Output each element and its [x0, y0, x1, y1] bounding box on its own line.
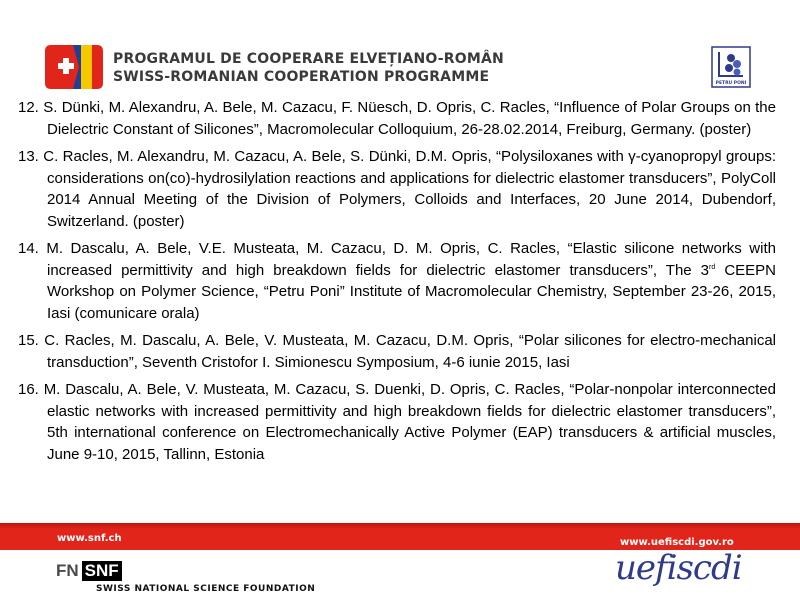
reference-14-part1: 14. M. Dascalu, A. Bele, V.E. Musteata, M. Cazacu, D. M. Opris, C. Racles, “Elastic silicone networks with increased permittivity and high breakdown fields for dielectric elastomer transducers”, The 3	[18, 240, 776, 279]
swiss-romanian-flag-logo	[45, 45, 103, 89]
snsf-logo	[56, 561, 122, 581]
program-title-en: SWISS-ROMANIAN COOPERATION PROGRAMME	[113, 69, 490, 85]
program-title	[113, 50, 504, 86]
reference-15: 15. C. Racles, M. Dascalu, A. Bele, V. Musteata, M. Cazacu, D.M. Opris, “Polar silicones for electro-mechanical transduction”, Seventh Cristofor I. Simionescu Symposium, 4-6 iunie 2015, Iasi	[18, 332, 776, 371]
petru-poni-logo-text: PETRU PONI	[715, 81, 747, 86]
uefiscdi-url-link[interactable]: www.uefiscdi.gov.ro	[620, 537, 734, 548]
reference-16: 16. M. Dascalu, A. Bele, V. Musteata, M. Cazacu, S. Duenki, D. Opris, C. Racles, “Polar-nonpolar interconnected elastic networks with increased permittivity and high breakdown fields for dielectric elastomer transducers”, 5th international conference on Electromechanically Active Polymer (EAP) transducers & artificial muscles, June 9-10, 2015, Tallinn, Estonia	[18, 381, 776, 463]
snsf-logo-snf: SNF	[82, 561, 122, 581]
snf-url-link[interactable]: www.snf.ch	[57, 533, 122, 544]
snsf-caption: SWISS NATIONAL SCIENCE FOUNDATION	[96, 584, 316, 594]
snsf-logo-fn: FN	[56, 561, 79, 580]
reference-14-part2: CEEPN Workshop on Polymer Science, “Petru Poni” Institute of Macromolecular Chemistry, September 23-26, 2015, Iasi (comunicare orala)	[47, 261, 776, 322]
reference-14-superscript: rd	[709, 263, 716, 271]
reference-12: 12. S. Dünki, M. Alexandru, A. Bele, M. Cazacu, F. Nüesch, D. Opris, C. Racles, “Influence of Polar Groups on the Dielectric Constant of Silicones”, Macromolecular Colloquium, 26-28.02.2014, Freiburg, Germany. (poster)	[18, 99, 776, 138]
reference-14	[18, 238, 776, 324]
reference-13: 13. C. Racles, M. Alexandru, M. Cazacu, A. Bele, S. Dünki, D.M. Opris, “Polysiloxanes with γ-cyanopropyl groups: considerations on(co)-hydrosilylation reactions and applications for dielectric elastomer transducers”, PolyColl 2014 Annual Meeting of the Division of Polymers, Colloids and Interfaces, 20 June 2014, Dubendorf, Switzerland. (poster)	[18, 148, 776, 230]
petru-poni-logo	[711, 46, 751, 88]
program-title-ro: PROGRAMUL DE COOPERARE ELVEȚIANO-ROMÂN	[113, 51, 504, 67]
footer-band-shade	[0, 523, 800, 529]
uefiscdi-logo: uefiscdi	[615, 548, 742, 588]
reference-list	[18, 97, 776, 471]
